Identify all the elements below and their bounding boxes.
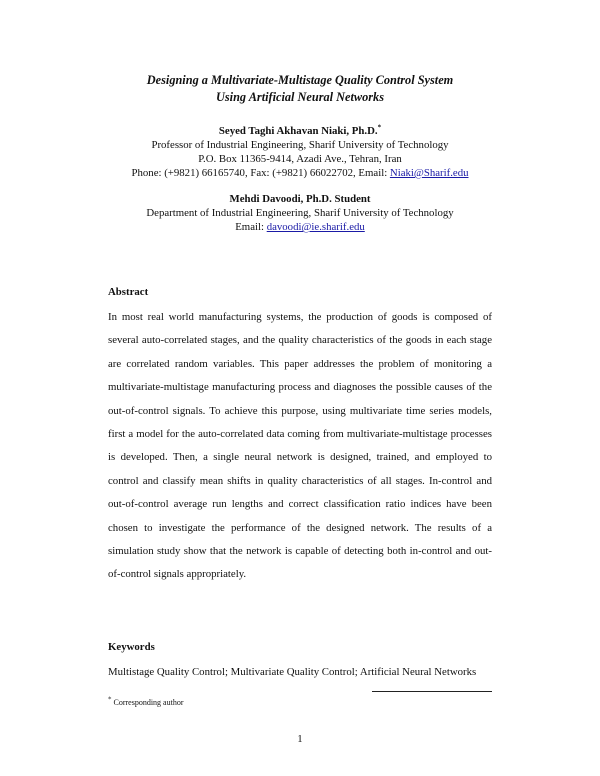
page-number: 1 — [297, 733, 303, 745]
title-line-1: Designing a Multivariate-Multistage Quality Control System — [146, 73, 454, 87]
author-1-affiliation: Professor of Industrial Engineering, Sharif University of Technology — [151, 139, 449, 151]
author-2-block — [60, 192, 540, 234]
title-line-2: Using Artificial Neural Networks — [216, 90, 384, 104]
author-1-block — [60, 124, 540, 180]
author-2-email-link[interactable]: davoodi@ie.sharif.edu — [266, 221, 365, 233]
author-2-name: Mehdi Davoodi, Ph.D. Student — [229, 193, 371, 205]
author-1-name: Seyed Taghi Akhavan Niaki, Ph.D.* — [218, 123, 382, 137]
author-2-affiliation: Department of Industrial Engineering, Sharif University of Technology — [146, 207, 454, 219]
footnote-rule — [372, 691, 492, 692]
keywords-text: Multistage Quality Control; Multivariate Quality Control; Artificial Neural Networks — [108, 666, 477, 678]
abstract-heading: Abstract — [108, 286, 149, 298]
abstract-body: In most real world manufacturing systems, the production of goods is composed of several auto-correlated stages, and the quality characteristics of the goods in each stage are correlated random variables. This paper addresses the problem of monitoring a multivariate-multistage manufacturing process and diagnoses the possible causes of the out-of-control signals. To achieve this purpose, using multivariate time series models, first a model for the auto-correlated data coming from multivariate-multistage processes is developed. Then, a single neural network is designed, trained, and employed to control and classify mean shifts in quality characteristics of all stages. In-control and out-of-control average run lengths and correct classification ratio indices have been chosen to investigate the performance of the designed network. The results of a simulation study show that the network is capable of detecting both in-control and out-of-control signals appropriately. — [108, 311, 492, 581]
paper-title — [60, 72, 540, 106]
author-1-contact: Phone: (+9821) 66165740, Fax: (+9821) 66022702, Email: Niaki@Sharif.edu — [131, 167, 469, 179]
corresponding-mark: * — [377, 123, 382, 132]
author-1-email-link[interactable]: Niaki@Sharif.edu — [389, 167, 469, 179]
footnote: * Corresponding author — [108, 695, 184, 707]
author-1-address: P.O. Box 11365-9414, Azadi Ave., Tehran, Iran — [198, 153, 402, 165]
keywords-heading: Keywords — [108, 641, 155, 653]
author-2-contact: Email: davoodi@ie.sharif.edu — [235, 221, 365, 233]
